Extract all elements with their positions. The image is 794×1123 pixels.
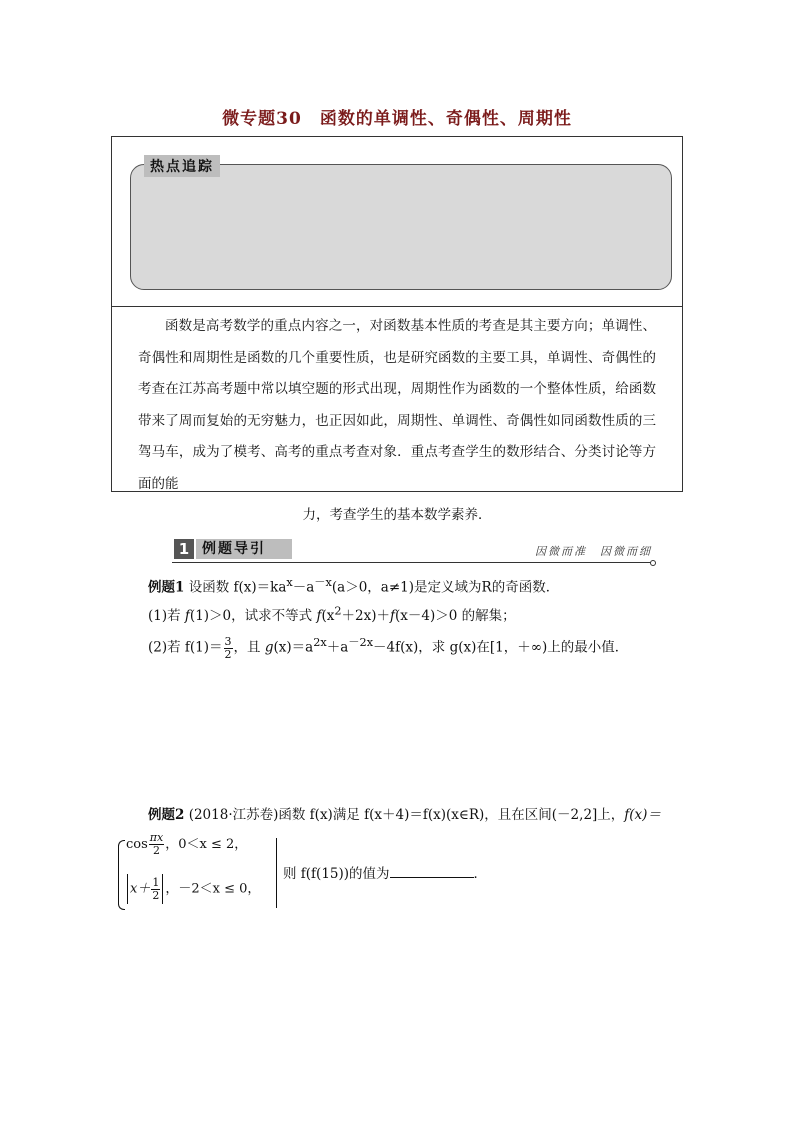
q2-exp1: 2x — [313, 636, 327, 649]
hot-topic-panel — [130, 164, 672, 290]
hot-topic-divider — [112, 306, 682, 307]
q2-prefix: (2)若 f(1)＝ — [148, 639, 223, 656]
q2-plus: ＋a — [326, 639, 349, 656]
q1-tail: (x－4)＞0 的解集； — [394, 608, 516, 624]
example1-question2 — [148, 634, 628, 661]
q2-frac-den: 2 — [224, 647, 232, 661]
example1-stem-post: (a＞0，a≠1)是定义域为R的奇函数． — [331, 579, 560, 596]
q2-def: (x)＝a — [273, 639, 314, 656]
row1-fraction — [149, 832, 164, 857]
section-motto: 因微而准 因微而细 — [535, 545, 652, 558]
example2-label: 例题2 — [148, 807, 185, 823]
example1-exp2: －x — [314, 576, 332, 589]
page-title: 微专题30 函数的单调性、奇偶性、周期性 — [222, 109, 572, 129]
hot-text-last-line: 力，考查学生的基本数学素养． — [302, 507, 492, 523]
hot-topic-text — [138, 311, 656, 532]
row1-frac-num: πx — [149, 831, 164, 844]
row2-fraction — [151, 877, 160, 902]
piecewise-row1 — [126, 832, 247, 857]
example1-question1 — [148, 604, 516, 624]
q2-fraction — [224, 636, 233, 661]
q1-f: f — [184, 608, 190, 624]
hot-text-body: 函数是高考数学的重点内容之一，对函数基本性质的考查是其主要方向；单调性、奇偶性和周期性是函数的几个重要性质，也是研究函数的主要工具，单调性、奇偶性的考查在江苏高考题中常以填空题的形式出现，周期性作为函数的一个整体性质，给函数带来了周而复始的无穷魅力，也正因如此，周期性、单调性、奇偶性如同函数性质的三驾马车，成为了模考、高考的重点考查对象．重点考查学生的数形结合、分类讨论等方面的能 — [138, 318, 656, 492]
q2-exp2: －2x — [348, 636, 374, 649]
row2-frac-den: 2 — [152, 888, 160, 902]
q1-prefix: (1)若 — [148, 608, 185, 624]
row2-frac-num: 1 — [152, 875, 160, 889]
answer-blank[interactable] — [390, 863, 474, 878]
section-header — [172, 535, 656, 567]
q2-tail: －4f(x)，求 g(x)在[1，＋∞)上的最小值． — [373, 639, 629, 656]
piecewise-brace — [118, 840, 125, 910]
q2-and: ，且 — [233, 639, 265, 656]
example2-question — [283, 862, 487, 882]
section-rule — [172, 562, 652, 563]
section-number: 1 — [174, 539, 194, 559]
q1-exp: 2 — [334, 604, 342, 618]
example2-stem — [148, 803, 661, 823]
piecewise-function — [118, 832, 280, 914]
section-label: 例题导引 — [196, 539, 292, 559]
row2-x: x＋ — [130, 881, 151, 897]
piecewise-right-bar — [276, 838, 278, 908]
q1-f3: f — [389, 608, 395, 624]
example1-stem-mid: －a — [292, 579, 315, 596]
abs-left-bar — [127, 874, 129, 904]
example1-stem — [148, 574, 559, 596]
row1-condition: ，0＜x ≤ 2， — [165, 837, 248, 852]
example1-exp1: x — [286, 576, 293, 589]
row1-cos: cos — [126, 837, 148, 852]
q2-frac-num: 3 — [224, 634, 232, 648]
q1-mid: ＋2x)＋ — [341, 608, 390, 624]
row2-condition: ，－2＜x ≤ 0， — [165, 881, 261, 897]
q2-g: g — [264, 639, 274, 656]
q1-arg: (x — [321, 608, 335, 624]
example2-question-text: 则 f(f(15))的值为 — [283, 866, 390, 882]
piecewise-row2 — [126, 874, 260, 904]
row1-frac-den: 2 — [153, 844, 160, 857]
hot-topic-box — [111, 136, 683, 523]
q1-text: (1)＞0，试求不等式 — [189, 608, 317, 624]
example1-stem-text: 设函数 f(x)＝ka — [188, 579, 287, 596]
example2-stem-text: (2018·江苏卷)函数 f(x)满足 f(x＋4)＝f(x)(x∈R)，且在区间(－2,2]上， — [188, 807, 625, 823]
example2-fx: f(x)＝ — [624, 807, 661, 823]
example2-period: ． — [473, 866, 488, 882]
example1-label: 例题1 — [148, 579, 185, 596]
hot-topic-tag: 热点追踪 — [144, 155, 220, 177]
section-rule-end — [650, 560, 656, 566]
q1-f2: f — [316, 608, 322, 624]
